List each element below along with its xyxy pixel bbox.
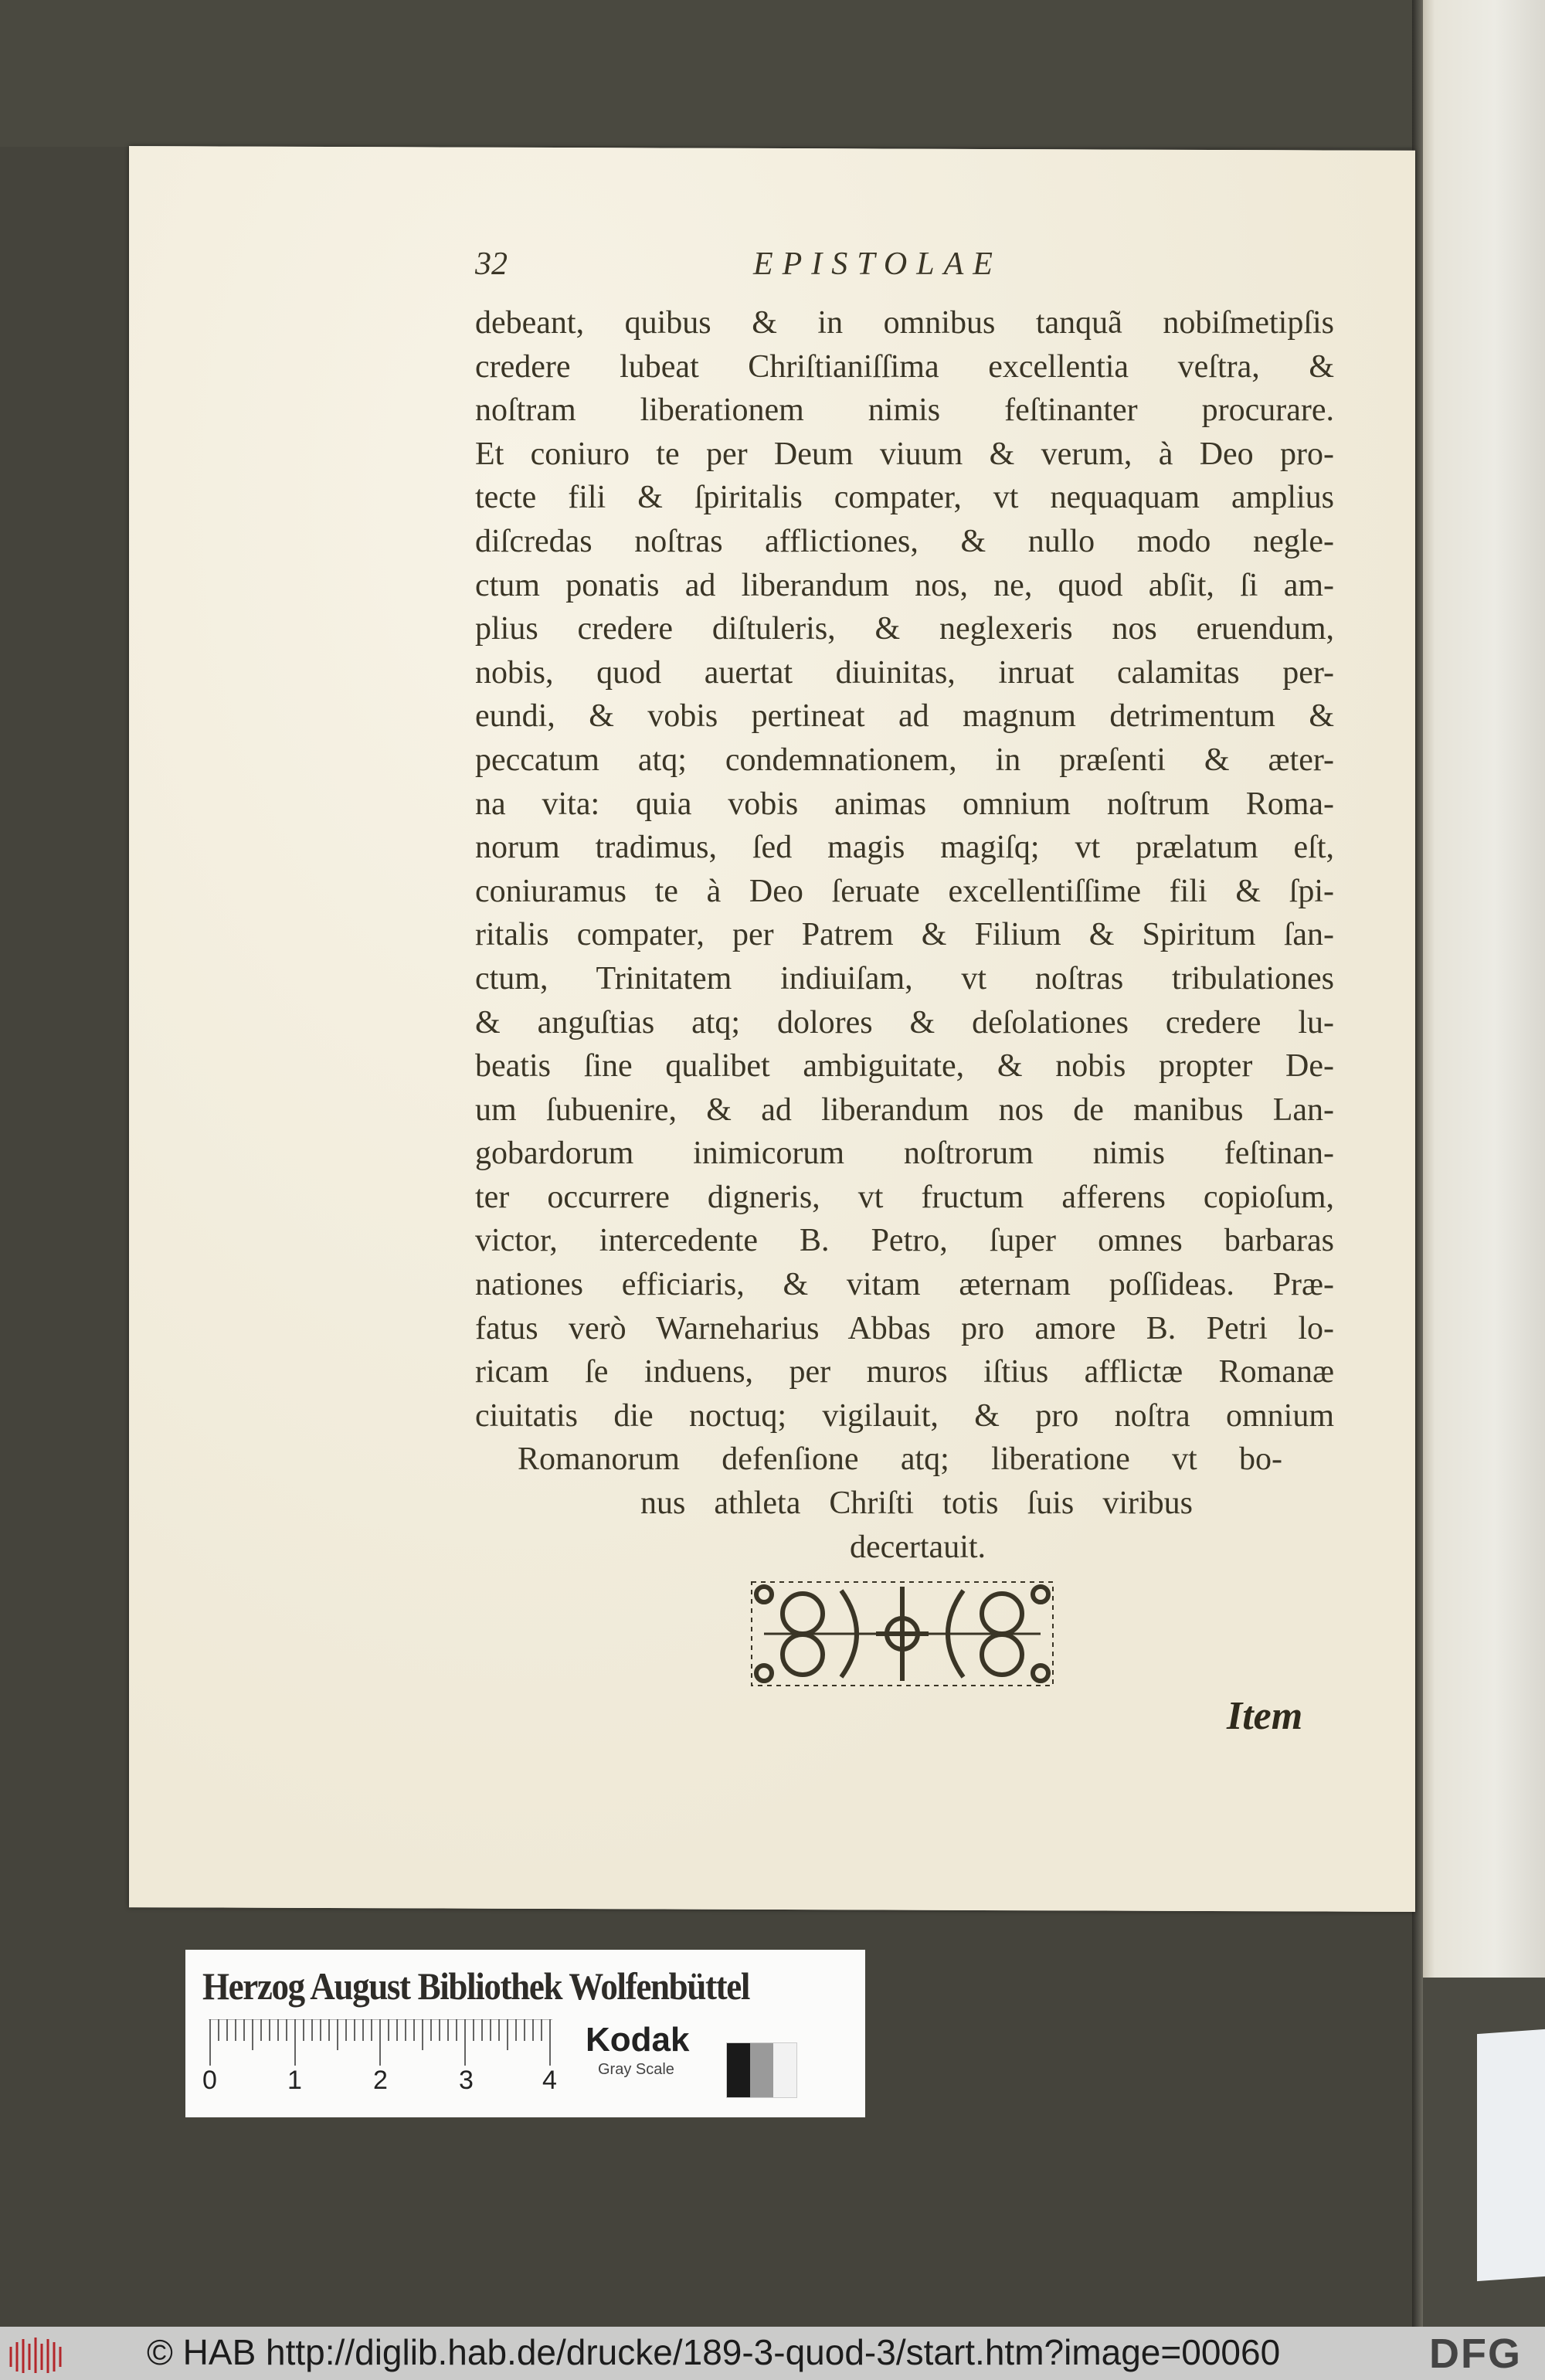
ruler-number: 1 bbox=[287, 2066, 302, 2095]
library-name: Herzog August Bibliothek Wolfenbüttel bbox=[202, 1964, 750, 2008]
gray-scale-swatch bbox=[726, 2042, 797, 2098]
text-line: tecte fili & ſpiritalis compater, vt nequaquam amplius bbox=[475, 480, 1334, 516]
text-line: victor, intercedente B. Petro, ſuper omnes barbaras bbox=[475, 1223, 1334, 1259]
text-line: nus athleta Chriſti totis ſuis viribus bbox=[640, 1485, 1193, 1522]
text-line: ritalis compater, per Patrem & Filium & Spiritum ſan- bbox=[475, 917, 1334, 953]
text-line: nobis, quod auertat diuinitas, inruat calamitas per- bbox=[475, 654, 1334, 691]
text-line: decertauit. bbox=[849, 1529, 986, 1565]
gray-scale-label: Gray Scale bbox=[598, 2061, 674, 2078]
footer-bar bbox=[0, 2327, 1545, 2380]
hab-logo-icon bbox=[6, 2336, 68, 2375]
text-line: coniuramus te à Deo ſeruate excellentiſſime fili & ſpi- bbox=[475, 873, 1334, 909]
text-line: fatus verò Warneharius Abbas pro amore B. Petri lo- bbox=[475, 1310, 1334, 1346]
text-line: eundi, & vobis pertineat ad magnum detrimentum & bbox=[475, 698, 1334, 735]
text-line: ciuitatis die noctuq; vigilauit, & pro noſtra omnium bbox=[475, 1397, 1334, 1434]
ruler-number: 3 bbox=[459, 2066, 474, 2095]
ruler-number: 0 bbox=[202, 2066, 217, 2095]
text-line: peccatum atq; condemnationem, in præſenti & æter- bbox=[475, 742, 1334, 778]
source-url[interactable]: © HAB http://diglib.hab.de/drucke/189-3-quod-3/start.htm?image=00060 bbox=[147, 2332, 1281, 2372]
body-text bbox=[475, 301, 1334, 1569]
text-line: gobardorum inimicorum noſtrorum nimis feſtinan- bbox=[475, 1136, 1334, 1172]
library-scale-card bbox=[185, 1950, 865, 2117]
text-line: ricam ſe induens, per muros iſtius afflictæ Romanæ bbox=[475, 1354, 1334, 1390]
text-line: nationes efficiaris, & vitam æternam poſſideas. Præ- bbox=[475, 1267, 1334, 1303]
dfg-logo: DFG bbox=[1429, 2331, 1522, 2377]
text-line: um ſubuenire, & ad liberandum nos de manibus Lan- bbox=[475, 1092, 1334, 1128]
text-line: plius credere diſtuleris, & neglexeris nos eruendum, bbox=[475, 611, 1334, 647]
running-head: EPISTOLAE bbox=[753, 246, 1002, 282]
text-line: beatis ſine qualibet ambiguitate, & nobis propter De- bbox=[475, 1048, 1334, 1085]
printers-ornament bbox=[749, 1579, 1056, 1689]
text-line: diſcredas noſtras afflictiones, & nullo modo negle- bbox=[475, 523, 1334, 559]
folio-number: 32 bbox=[475, 246, 508, 282]
text-line: & anguſtias atq; dolores & deſolationes credere lu- bbox=[475, 1004, 1334, 1041]
text-line: ctum, Trinitatem indiuiſam, vt noſtras tribulationes bbox=[475, 960, 1334, 996]
ruler-number: 2 bbox=[373, 2066, 388, 2095]
text-line: credere lubeat Chriſtianiſſima excellentia veſtra, & bbox=[475, 348, 1334, 385]
background-top bbox=[0, 0, 1421, 147]
catchword: Item bbox=[1227, 1694, 1303, 1738]
ruler-number: 4 bbox=[542, 2066, 557, 2095]
text-line: Et coniuro te per Deum viuum & verum, à Deo pro- bbox=[475, 436, 1334, 472]
facing-page bbox=[1420, 0, 1545, 1978]
text-line: noſtram liberationem nimis feſtinanter procurare. bbox=[475, 392, 1334, 429]
text-line: norum tradimus, ſed magis magiſq; vt prælatum eſt, bbox=[475, 830, 1334, 866]
text-line: ctum ponatis ad liberandum nos, ne, quod abſit, ſi am- bbox=[475, 567, 1334, 603]
kodak-logo: Kodak bbox=[586, 2021, 690, 2059]
text-line: debeant, quibus & in omnibus tanquã nobiſmetipſis bbox=[475, 305, 1334, 341]
facing-label bbox=[1477, 2029, 1545, 2281]
text-line: na vita: quia vobis animas omnium noſtrum Roma- bbox=[475, 786, 1334, 822]
text-line: Romanorum defenſione atq; liberatione vt bo- bbox=[518, 1441, 1282, 1478]
text-line: ter occurrere digneris, vt fructum afferens copioſum, bbox=[475, 1179, 1334, 1215]
